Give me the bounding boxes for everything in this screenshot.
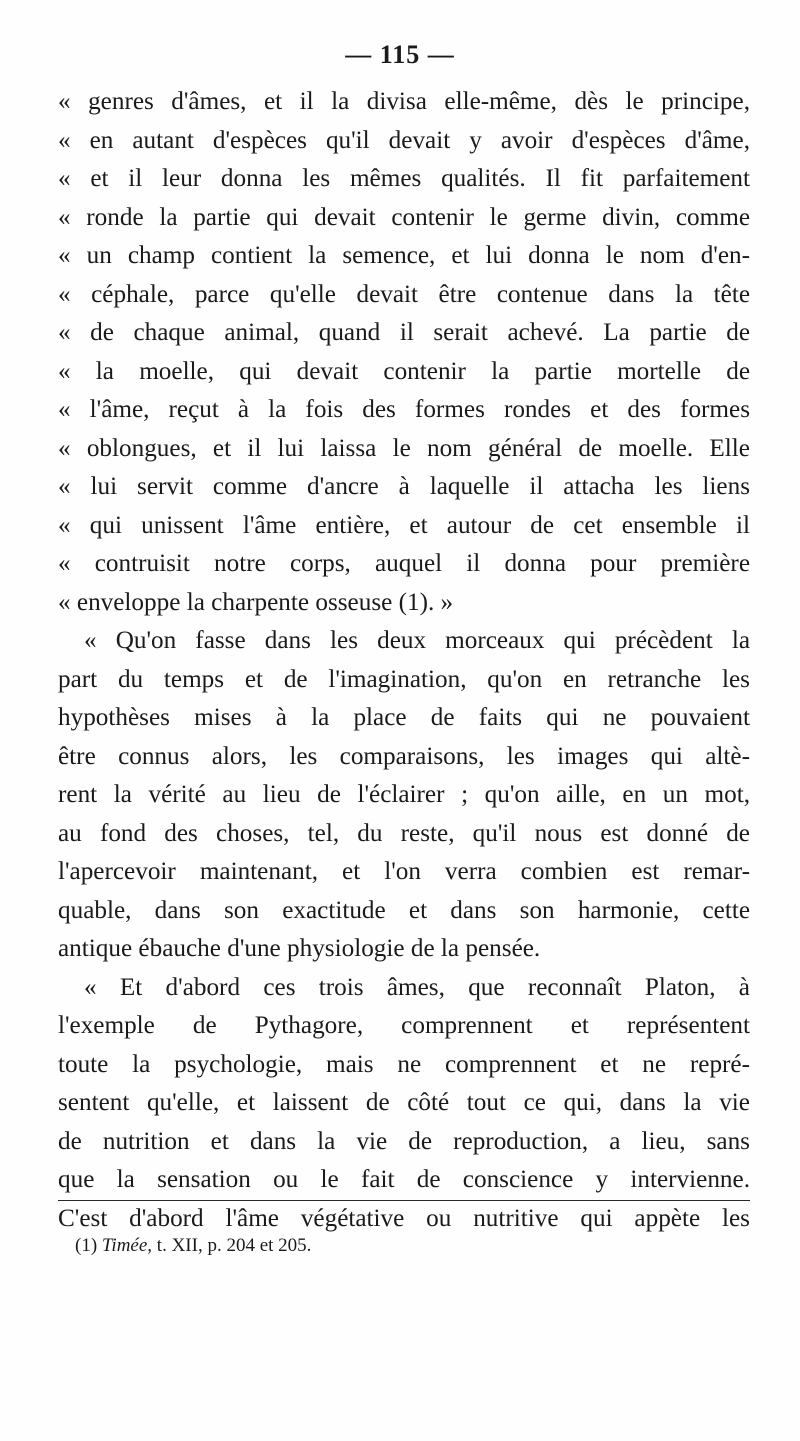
text-line: « enveloppe la charpente osseuse (1). »	[58, 588, 454, 616]
text-line: quable, dans son exactitude et dans son harmonie, cette	[58, 896, 750, 924]
footnote-divider	[58, 1200, 750, 1201]
text-line: « oblongues, et il lui laissa le nom général de moelle. Elle	[58, 434, 750, 462]
text-line: « la moelle, qui devait contenir la partie mortelle de	[58, 357, 750, 385]
text-line: « un champ contient la semence, et lui donna le nom d'en-	[58, 242, 750, 269]
text-line: « en autant d'espèces qu'il devait y avoir d'espèces d'âme,	[58, 126, 750, 154]
text-line: « et il leur donna les mêmes qualités. Il fit parfaitement	[58, 165, 750, 192]
text-line: rent la vérité au lieu de l'éclairer ; qu'on aille, en un mot,	[58, 781, 750, 808]
text-line: C'est d'abord l'âme végétative ou nutritive qui appète les	[58, 1204, 750, 1232]
footnote-reference: t. XII, p. 204 et 205.	[156, 1235, 312, 1256]
text-line: que la sensation ou le fait de conscience y intervienne.	[58, 1166, 750, 1193]
text-line: de nutrition et dans la vie de reproduction, a lieu, sans	[58, 1127, 750, 1155]
text-line: « Et d'abord ces trois âmes, que reconnaît Platon, à	[84, 973, 750, 1001]
text-line: « genres d'âmes, et il la divisa elle-même, dès le principe,	[58, 88, 750, 115]
text-line: toute la psychologie, mais ne comprennent et ne repré-	[58, 1050, 750, 1078]
text-line: « l'âme, reçut à la fois des formes rondes et des formes	[58, 396, 750, 423]
text-line: « qui unissent l'âme entière, et autour de cet ensemble il	[58, 511, 750, 539]
text-line: « de chaque animal, quand il serait achevé. La partie de	[58, 319, 750, 346]
text-line: « céphale, parce qu'elle devait être contenue dans la tête	[58, 280, 750, 308]
text-line: au fond des choses, tel, du reste, qu'il nous est donné de	[58, 819, 750, 847]
text-line: hypothèses mises à la place de faits qui ne pouvaient	[58, 704, 750, 731]
text-line: « contruisit notre corps, auquel il donna pour première	[58, 550, 750, 577]
text-line: antique ébauche d'une physiologie de la pensée.	[58, 935, 541, 962]
page-number: — 115 —	[345, 40, 455, 69]
text-line: être connus alors, les comparaisons, les images qui altè-	[58, 742, 750, 770]
footnote	[75, 1234, 311, 1258]
text-line: l'exemple de Pythagore, comprennent et représentent	[58, 1012, 750, 1039]
text-line: « lui servit comme d'ancre à laquelle il attacha les liens	[58, 473, 750, 500]
footnote-work-title: Timée,	[101, 1235, 153, 1256]
footnote-marker: (1)	[75, 1235, 98, 1256]
text-line: « ronde la partie qui devait contenir le germe divin, comme	[58, 203, 750, 231]
body-text	[58, 83, 750, 1238]
text-line: l'apercevoir maintenant, et l'on verra combien est remar-	[58, 858, 750, 885]
text-line: part du temps et de l'imagination, qu'on en retranche les	[58, 665, 750, 693]
text-line: « Qu'on fasse dans les deux morceaux qui précèdent la	[84, 627, 750, 654]
text-line: sentent qu'elle, et laissent de côté tout ce qui, dans la vie	[58, 1089, 750, 1116]
